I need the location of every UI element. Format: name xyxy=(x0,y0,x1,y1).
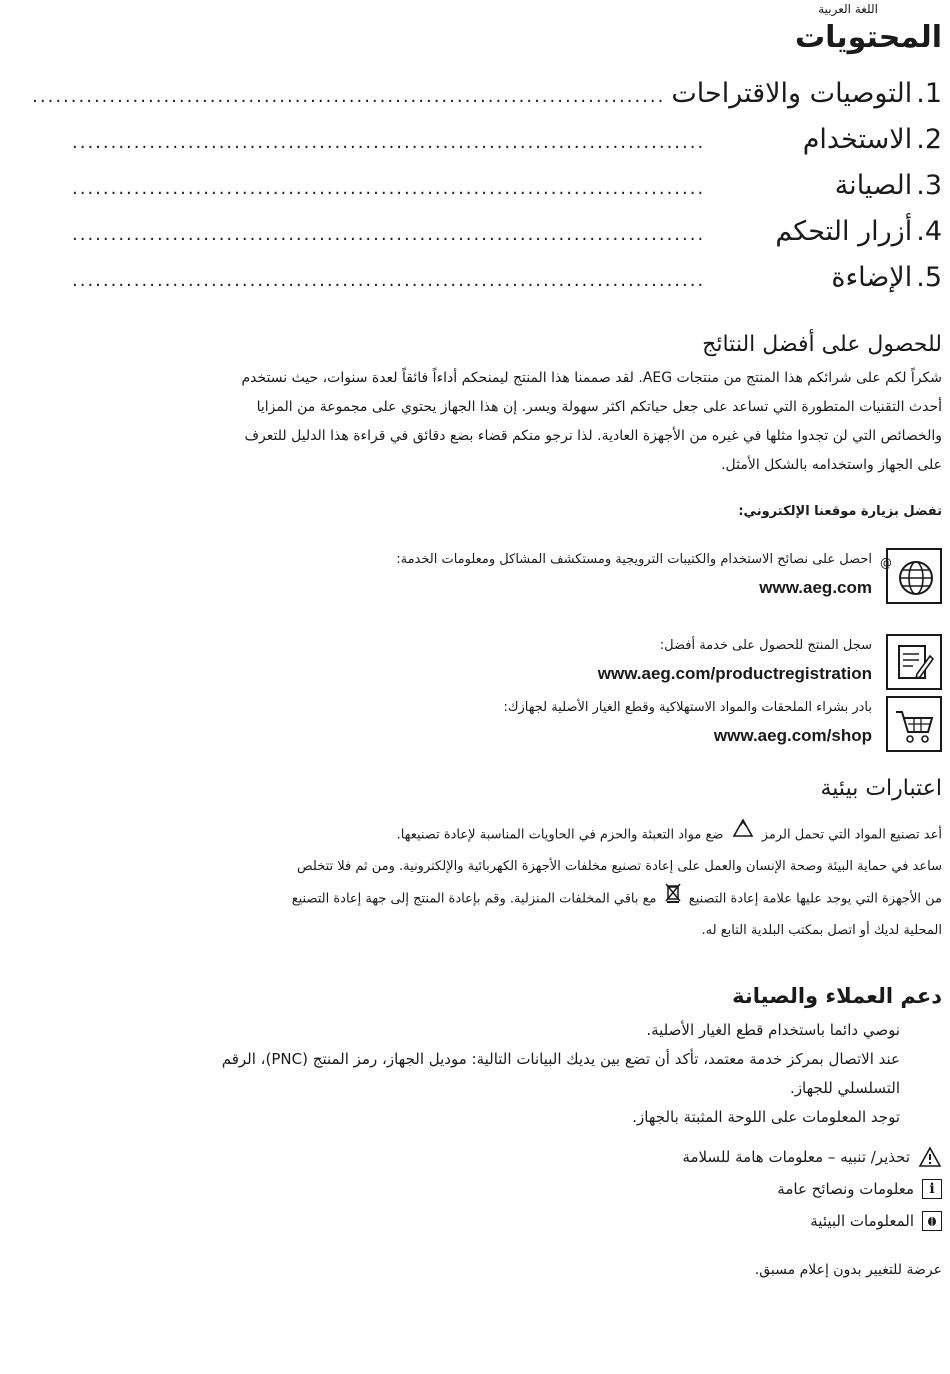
symbol-label: تحذير/ تنبيه – معلومات هامة للسلامة xyxy=(682,1148,910,1166)
table-of-contents xyxy=(32,78,942,308)
toc-leader-dots: .................................................................................. xyxy=(72,270,706,291)
toc-item[interactable] xyxy=(72,216,942,262)
toc-item-label: الإضاءة xyxy=(831,262,913,293)
link-description: احصل على نصائح الاستخدام والكتيبات الترويجية ومستكشف المشاكل ومعلومات الخدمة: xyxy=(396,552,872,567)
toc-leader-dots: .................................................................................. xyxy=(32,86,666,107)
paragraph-line: على الجهاز واستخدامه بالشكل الأمثل. xyxy=(721,457,942,473)
toc-item-number: 5. xyxy=(916,262,942,293)
toc-leader-dots: .................................................................................. xyxy=(72,178,706,199)
paragraph-line: نوصي دائما باستخدام قطع الغيار الأصلية. xyxy=(646,1021,900,1039)
paragraph-segment: ضع مواد التعبئة والحزم في الحاويات المناسبة لإعادة تصنيعها. xyxy=(396,827,724,843)
svg-text:@: @ xyxy=(880,556,892,570)
paragraph-segment: أعد تصنيع المواد التي تحمل الرمز xyxy=(761,827,942,843)
toc-leader-dots: .................................................................................. xyxy=(72,224,706,245)
toc-leader-dots: .................................................................................. xyxy=(72,132,706,153)
cart-icon xyxy=(886,696,942,752)
paragraph-segment: من الأجهزة التي يوجد عليها علامة إعادة التصنيع xyxy=(688,891,942,907)
toc-item-number: 3. xyxy=(916,170,942,201)
paragraph-line: عند الاتصال بمركز خدمة معتمد، تأكد أن تضع بين يديك البيانات التالية: موديل الجهاز، رمز المنتج (PNC)، الرقم xyxy=(221,1050,900,1068)
paragraph-line: والخصائص التي لن تجدوا مثلها في غيره من الأجهزة العادية. لذا نرجو منكم قضاء بضع دقائق في قراءة هذا الدليل للتعرف xyxy=(244,428,942,444)
crossed-bin-icon xyxy=(664,882,682,916)
footer-note: عرضة للتغيير بدون إعلام مسبق. xyxy=(754,1262,942,1278)
best-results-title: للحصول على أفضل النتائج xyxy=(702,332,942,357)
toc-item-label: التوصيات والاقتراحات xyxy=(671,78,913,109)
paragraph-line: المحلية لديك أو اتصل بمكتب البلدية التابع له. xyxy=(701,923,942,938)
warning-icon xyxy=(918,1146,942,1168)
globe-icon xyxy=(880,548,942,604)
info-icon: i xyxy=(922,1179,942,1199)
paragraph-line: شكراً لكم على شرائكم هذا المنتج من منتجات AEG. لقد صممنا هذا المنتج ليمنحكم أداءاً فائقاً لعدة سنوات، حيث نستخدم xyxy=(241,370,942,386)
toc-item-number: 2. xyxy=(916,124,942,155)
environment-title: اعتبارات بيئية xyxy=(820,776,942,801)
link-description: بادر بشراء الملحقات والمواد الاستهلاكية وقطع الغيار الأصلية لجهازك: xyxy=(503,700,872,715)
support-text xyxy=(70,1016,900,1132)
symbol-legend-item xyxy=(682,1144,942,1170)
link-url-support[interactable]: www.aeg.com xyxy=(759,578,872,597)
registration-icon xyxy=(886,634,942,690)
paragraph-line: التسلسلي للجهاز. xyxy=(790,1079,900,1097)
toc-item-number: 1. xyxy=(916,78,942,109)
environment-icon xyxy=(922,1211,942,1231)
link-url-registration[interactable]: www.aeg.com/productregistration xyxy=(597,664,872,683)
symbol-label: المعلومات البيئية xyxy=(810,1212,914,1230)
language-label: اللغة العربية xyxy=(818,2,878,16)
paragraph-line: ساعد في حماية البيئة وصحة الإنسان والعمل على إعادة تصنيع مخلفات الأجهزة الكهربائية والإلكترونية. ومن ثم فلا تتخلص xyxy=(296,859,942,874)
paragraph-line: أحدث التقنيات المتطورة التي تساعد على جعل حياتكم اكثر سهولة ويسر. إن هذا الجهاز يحتوي على مجموعة من المزايا xyxy=(256,399,942,415)
recycling-icon xyxy=(731,818,755,852)
symbol-label: معلومات ونصائح عامة xyxy=(777,1180,914,1198)
symbol-legend-item xyxy=(810,1208,942,1234)
paragraph-segment: مع باقي المخلفات المنزلية. وقم بإعادة المنتج إلى جهة إعادة التصنيع xyxy=(291,891,657,907)
contents-title: المحتويات xyxy=(794,20,942,55)
paragraph-line: توجد المعلومات على اللوحة المثبتة بالجهاز. xyxy=(632,1108,900,1126)
visit-website-label: تفضل بزيارة موقعنا الإلكتروني: xyxy=(738,504,942,519)
toc-item-number: 4. xyxy=(916,216,942,247)
toc-item-label: أزرار التحكم xyxy=(775,216,913,247)
toc-item[interactable] xyxy=(72,124,942,170)
support-title: دعم العملاء والصيانة xyxy=(732,984,942,1008)
paragraph-line xyxy=(12,882,942,916)
toc-item[interactable] xyxy=(72,170,942,216)
toc-item-label: الصيانة xyxy=(834,170,913,201)
best-results-text xyxy=(12,364,942,480)
toc-item-label: الاستخدام xyxy=(802,124,913,155)
toc-item[interactable] xyxy=(72,262,942,308)
link-block-support xyxy=(62,548,942,612)
symbol-legend-item xyxy=(777,1176,942,1202)
paragraph-line xyxy=(12,818,942,852)
environment-text xyxy=(12,818,942,946)
link-url-shop[interactable]: www.aeg.com/shop xyxy=(713,726,872,745)
link-description: سجل المنتج للحصول على خدمة أفضل: xyxy=(659,638,872,653)
link-block-registration xyxy=(62,634,942,698)
link-block-shop xyxy=(62,696,942,760)
toc-item[interactable] xyxy=(32,78,942,124)
